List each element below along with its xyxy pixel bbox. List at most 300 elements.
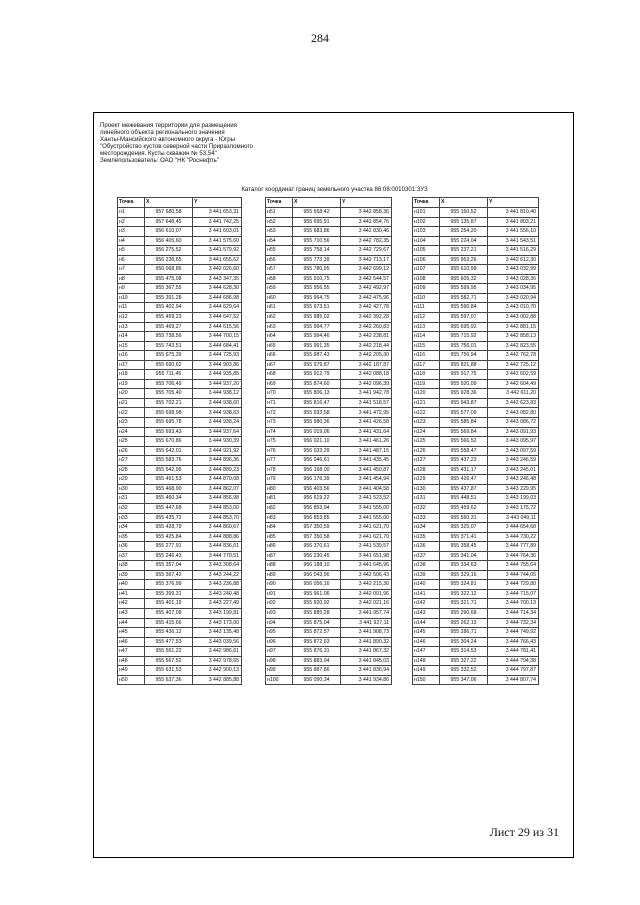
table-row <box>266 570 392 580</box>
point-cell: н120 <box>413 389 440 399</box>
y-cell: 3 441 575,60 <box>193 236 242 246</box>
point-cell: н132 <box>413 503 440 513</box>
x-cell: 955 605,32 <box>440 274 488 284</box>
point-cell: н116 <box>413 351 440 361</box>
point-cell: н87 <box>266 551 293 561</box>
point-cell: н129 <box>413 475 440 485</box>
y-cell: 3 444 615,56 <box>193 322 242 332</box>
table-row <box>413 274 539 284</box>
table-row <box>266 246 392 256</box>
x-cell: 955 367,42 <box>145 570 193 580</box>
x-cell: 955 566,52 <box>440 437 488 447</box>
point-cell: н99 <box>266 666 293 676</box>
y-cell: 3 442 729,67 <box>341 246 392 256</box>
table-row <box>413 437 539 447</box>
x-cell: 956 033,29 <box>293 446 341 456</box>
y-cell: 3 443 246,59 <box>488 456 539 466</box>
table-row <box>413 360 539 370</box>
table-row <box>266 666 392 676</box>
point-cell: н140 <box>413 580 440 590</box>
table-row <box>266 637 392 647</box>
x-cell: 955 956,55 <box>293 284 341 294</box>
y-cell: 3 443 032,99 <box>488 265 539 275</box>
point-cell: н50 <box>118 675 145 685</box>
point-cell: н130 <box>413 484 440 494</box>
point-cell: н147 <box>413 647 440 657</box>
point-cell: н90 <box>266 580 293 590</box>
header-line: Проект межевания территории для размещения <box>100 122 237 129</box>
x-cell: 955 322,12 <box>440 589 488 599</box>
point-cell: н13 <box>118 322 145 332</box>
x-cell: 955 415,66 <box>145 618 193 628</box>
table-row <box>266 255 392 265</box>
y-cell: 3 443 086,72 <box>488 418 539 428</box>
point-cell: н117 <box>413 360 440 370</box>
coordinates-table-3 <box>412 197 539 685</box>
column-header-y: Y <box>193 198 242 208</box>
x-cell: 956 043,96 <box>293 570 341 580</box>
y-cell: 3 444 744,05 <box>488 570 539 580</box>
y-cell: 3 441 655,62 <box>193 255 242 265</box>
table-row <box>266 341 392 351</box>
y-cell: 3 444 853,00 <box>193 503 242 513</box>
x-cell: 955 391,28 <box>145 293 193 303</box>
x-cell: 955 683,86 <box>293 227 341 237</box>
y-cell: 3 444 755,64 <box>488 561 539 571</box>
point-cell: н31 <box>118 494 145 504</box>
x-cell: 957 350,59 <box>293 523 341 533</box>
table-row <box>413 561 539 571</box>
column-header-y: Y <box>488 198 539 208</box>
y-cell: 3 443 227,49 <box>193 599 242 609</box>
y-cell: 3 444 903,86 <box>193 360 242 370</box>
point-cell: н121 <box>413 398 440 408</box>
table-row <box>118 513 242 523</box>
table-row <box>118 446 242 456</box>
point-cell: н60 <box>266 293 293 303</box>
y-cell: 3 444 794,38 <box>488 656 539 666</box>
point-cell: н15 <box>118 341 145 351</box>
y-cell: 3 441 472,95 <box>341 408 392 418</box>
table-row <box>266 293 392 303</box>
y-cell: 3 444 938,60 <box>193 398 242 408</box>
x-cell: 955 695,91 <box>293 217 341 227</box>
x-cell: 955 224,04 <box>440 236 488 246</box>
table-row <box>266 351 392 361</box>
table-row <box>118 389 242 399</box>
table-row <box>118 532 242 542</box>
x-cell: 955 401,19 <box>145 599 193 609</box>
y-cell: 3 443 229,95 <box>488 484 539 494</box>
y-cell: 3 442 699,12 <box>341 265 392 275</box>
table-row <box>413 418 539 428</box>
table-row <box>118 675 242 685</box>
point-cell: н88 <box>266 561 293 571</box>
point-cell: н107 <box>413 265 440 275</box>
y-cell: 3 444 853,70 <box>193 513 242 523</box>
y-cell: 3 441 461,26 <box>341 437 392 447</box>
y-cell: 3 442 830,46 <box>341 227 392 237</box>
point-cell: н27 <box>118 456 145 466</box>
y-cell: 3 443 020,94 <box>488 293 539 303</box>
point-cell: н149 <box>413 666 440 676</box>
table-row <box>413 513 539 523</box>
x-cell: 956 021,10 <box>293 437 341 447</box>
y-cell: 3 444 938,12 <box>193 389 242 399</box>
table-row <box>118 208 242 218</box>
y-cell: 3 442 492,97 <box>341 284 392 294</box>
y-cell: 3 442 088,18 <box>341 370 392 380</box>
table-row <box>266 303 392 313</box>
x-cell: 955 254,20 <box>440 227 488 237</box>
point-cell: н80 <box>266 484 293 494</box>
x-cell: 955 597,07 <box>440 313 488 323</box>
table-row <box>266 494 392 504</box>
point-cell: н93 <box>266 608 293 618</box>
table-row <box>118 637 242 647</box>
table-row <box>266 284 392 294</box>
point-cell: н104 <box>413 236 440 246</box>
y-cell: 3 442 823,55 <box>488 341 539 351</box>
point-cell: н134 <box>413 523 440 533</box>
table-row <box>266 475 392 485</box>
x-cell: 955 637,36 <box>145 675 193 685</box>
y-cell: 3 442 544,57 <box>341 274 392 284</box>
x-cell: 955 920,09 <box>440 379 488 389</box>
point-cell: н118 <box>413 370 440 380</box>
table-row <box>118 484 242 494</box>
header-line: линейного объекта регионального значения <box>100 129 225 137</box>
y-cell: 3 444 797,87 <box>488 666 539 676</box>
point-cell: н82 <box>266 503 293 513</box>
y-cell: 3 443 175,72 <box>488 503 539 513</box>
x-cell: 955 304,24 <box>440 637 488 647</box>
y-cell: 3 444 684,41 <box>193 341 242 351</box>
x-cell: 955 428,79 <box>145 523 193 533</box>
table-row <box>266 675 392 685</box>
y-cell: 3 442 854,76 <box>341 217 392 227</box>
table-row <box>413 656 539 666</box>
x-cell: 955 435,72 <box>145 513 193 523</box>
y-cell: 3 442 858,13 <box>488 332 539 342</box>
point-cell: н8 <box>118 274 145 284</box>
catalog-title: Каталог координат границ земельного участка 86:08:0010301:3УЗ <box>241 186 428 193</box>
y-cell: 3 441 908,73 <box>341 628 392 638</box>
y-cell: 3 443 347,35 <box>193 274 242 284</box>
y-cell: 3 441 435,45 <box>341 456 392 466</box>
point-cell: н106 <box>413 255 440 265</box>
x-cell: 955 469,27 <box>145 322 193 332</box>
point-cell: н2 <box>118 217 145 227</box>
table-row <box>118 580 242 590</box>
table-row <box>413 666 539 676</box>
y-cell: 3 441 579,92 <box>193 246 242 256</box>
point-cell: н102 <box>413 217 440 227</box>
column-header-point: Точка <box>118 198 145 208</box>
table-row <box>118 293 242 303</box>
y-cell: 3 442 238,81 <box>341 332 392 342</box>
point-cell: н56 <box>266 255 293 265</box>
coordinates-table-2 <box>265 197 392 685</box>
y-cell: 3 443 199,03 <box>488 494 539 504</box>
y-cell: 3 444 781,41 <box>488 647 539 657</box>
x-cell: 956 068,86 <box>145 265 193 275</box>
x-cell: 955 994,46 <box>293 332 341 342</box>
y-cell: 3 444 725,93 <box>193 351 242 361</box>
x-cell: 956 090,34 <box>293 675 341 685</box>
x-cell: 955 262,13 <box>440 618 488 628</box>
table-row <box>118 255 242 265</box>
x-cell: 955 425,84 <box>145 532 193 542</box>
x-cell: 955 135,87 <box>440 217 488 227</box>
x-cell: 955 341,04 <box>440 551 488 561</box>
x-cell: 955 277,91 <box>145 542 193 552</box>
y-cell: 3 441 543,51 <box>488 236 539 246</box>
table-row <box>266 513 392 523</box>
x-cell: 955 756,01 <box>440 341 488 351</box>
table-row <box>118 628 242 638</box>
x-cell: 955 407,08 <box>145 608 193 618</box>
x-cell: 955 738,56 <box>145 332 193 342</box>
header-line: месторождения. Кусты скважин № 53,54" <box>100 150 217 158</box>
point-cell: н11 <box>118 303 145 313</box>
y-cell: 3 443 095,97 <box>488 437 539 447</box>
table-row <box>118 465 242 475</box>
point-cell: н123 <box>413 418 440 428</box>
x-cell: 955 885,28 <box>293 608 341 618</box>
point-cell: н57 <box>266 265 293 275</box>
table-row <box>266 618 392 628</box>
table-row <box>118 274 242 284</box>
point-cell: н105 <box>413 246 440 256</box>
point-cell: н64 <box>266 332 293 342</box>
point-cell: н44 <box>118 618 145 628</box>
table-row <box>266 446 392 456</box>
point-cell: н108 <box>413 274 440 284</box>
column-header-x: X <box>293 198 341 208</box>
x-cell: 955 985,02 <box>293 313 341 323</box>
y-cell: 3 444 770,51 <box>193 551 242 561</box>
point-cell: н22 <box>118 408 145 418</box>
x-cell: 955 758,14 <box>293 246 341 256</box>
point-cell: н91 <box>266 589 293 599</box>
y-cell: 3 443 091,93 <box>488 427 539 437</box>
x-cell: 955 329,16 <box>440 570 488 580</box>
x-cell: 955 460,34 <box>145 494 193 504</box>
column-header-y: Y <box>341 198 392 208</box>
y-cell: 3 442 858,36 <box>341 208 392 218</box>
table-row <box>413 208 539 218</box>
point-cell: н110 <box>413 293 440 303</box>
table-row <box>413 313 539 323</box>
table-header-row <box>118 198 242 208</box>
x-cell: 955 695,78 <box>145 418 193 428</box>
x-cell: 955 706,49 <box>145 379 193 389</box>
y-cell: 3 442 392,28 <box>341 313 392 323</box>
table-row <box>413 628 539 638</box>
point-cell: н119 <box>413 379 440 389</box>
y-cell: 3 444 937,64 <box>193 427 242 437</box>
table-row <box>118 303 242 313</box>
x-cell: 955 567,52 <box>145 656 193 666</box>
table-row <box>266 398 392 408</box>
point-cell: н112 <box>413 313 440 323</box>
x-cell: 955 994,77 <box>293 322 341 332</box>
x-cell: 956 046,61 <box>293 456 341 466</box>
table-row <box>413 475 539 485</box>
x-cell: 955 876,31 <box>293 647 341 657</box>
x-cell: 955 670,86 <box>145 437 193 447</box>
point-cell: н18 <box>118 370 145 380</box>
point-cell: н148 <box>413 656 440 666</box>
table-row <box>118 542 242 552</box>
table-row <box>118 475 242 485</box>
y-cell: 3 441 645,96 <box>341 561 392 571</box>
x-cell: 955 773,39 <box>293 255 341 265</box>
table-row <box>118 265 242 275</box>
x-cell: 956 403,56 <box>293 484 341 494</box>
x-cell: 955 437,23 <box>440 456 488 466</box>
x-cell: 955 806,13 <box>293 389 341 399</box>
table-row <box>118 351 242 361</box>
table-row <box>118 551 242 561</box>
point-cell: н138 <box>413 561 440 571</box>
table-row <box>413 427 539 437</box>
y-cell: 3 444 686,98 <box>193 293 242 303</box>
x-cell: 955 332,52 <box>440 666 488 676</box>
y-cell: 3 443 246,48 <box>488 475 539 485</box>
y-cell: 3 444 647,52 <box>193 313 242 323</box>
x-cell: 955 585,84 <box>440 418 488 428</box>
table-row <box>118 284 242 294</box>
x-cell: 955 459,62 <box>440 503 488 513</box>
x-cell: 955 246,43 <box>145 551 193 561</box>
y-cell: 3 441 927,11 <box>341 618 392 628</box>
point-cell: н49 <box>118 666 145 676</box>
table-row <box>413 599 539 609</box>
point-cell: н77 <box>266 456 293 466</box>
table-row <box>413 465 539 475</box>
x-cell: 955 347,06 <box>440 675 488 685</box>
table-row <box>266 503 392 513</box>
point-cell: н127 <box>413 456 440 466</box>
point-cell: н89 <box>266 570 293 580</box>
table-row <box>118 217 242 227</box>
y-cell: 3 441 803,21 <box>488 217 539 227</box>
header-line: Землепользователь: ОАО "НК "Роснефть" <box>100 157 219 165</box>
y-cell: 3 442 885,88 <box>193 675 242 685</box>
x-cell: 955 961,06 <box>293 589 341 599</box>
y-cell: 3 444 889,23 <box>193 465 242 475</box>
table-row <box>118 437 242 447</box>
x-cell: 955 577,09 <box>440 408 488 418</box>
y-cell: 3 444 888,86 <box>193 532 242 542</box>
table-row <box>266 208 392 218</box>
point-cell: н84 <box>266 523 293 533</box>
table-row <box>413 456 539 466</box>
table-row <box>413 303 539 313</box>
point-cell: н70 <box>266 389 293 399</box>
table-row <box>118 561 242 571</box>
point-cell: н58 <box>266 274 293 284</box>
y-cell: 3 442 026,60 <box>193 265 242 275</box>
x-cell: 955 325,07 <box>440 523 488 533</box>
x-cell: 955 979,87 <box>293 360 341 370</box>
point-cell: н41 <box>118 589 145 599</box>
point-cell: н74 <box>266 427 293 437</box>
x-cell: 955 334,63 <box>440 561 488 571</box>
point-cell: н69 <box>266 379 293 389</box>
table-row <box>413 322 539 332</box>
y-cell: 3 444 700,15 <box>193 332 242 342</box>
x-cell: 955 590,84 <box>440 303 488 313</box>
y-cell: 3 441 957,74 <box>341 608 392 618</box>
x-cell: 955 542,95 <box>145 465 193 475</box>
x-cell: 955 705,40 <box>145 389 193 399</box>
x-cell: 955 558,47 <box>440 446 488 456</box>
table-row <box>118 408 242 418</box>
point-cell: н39 <box>118 570 145 580</box>
table-row <box>266 437 392 447</box>
y-cell: 3 443 173,00 <box>193 618 242 628</box>
y-cell: 3 441 555,00 <box>341 513 392 523</box>
table-header-row <box>266 198 392 208</box>
y-cell: 3 442 881,15 <box>488 322 539 332</box>
table-row <box>413 608 539 618</box>
table-row <box>413 675 539 685</box>
point-cell: н63 <box>266 322 293 332</box>
point-cell: н45 <box>118 628 145 638</box>
x-cell: 955 367,55 <box>145 284 193 294</box>
x-cell: 955 582,71 <box>440 293 488 303</box>
point-cell: н47 <box>118 647 145 657</box>
point-cell: н122 <box>413 408 440 418</box>
table-row <box>413 551 539 561</box>
point-cell: н67 <box>266 360 293 370</box>
point-cell: н131 <box>413 494 440 504</box>
x-cell: 956 275,52 <box>145 246 193 256</box>
table-header-row <box>413 198 539 208</box>
table-row <box>118 246 242 256</box>
y-cell: 3 444 862,07 <box>193 484 242 494</box>
point-cell: н10 <box>118 293 145 303</box>
y-cell: 3 444 896,36 <box>193 456 242 466</box>
column-header-x: X <box>145 198 193 208</box>
point-cell: н115 <box>413 341 440 351</box>
y-cell: 3 441 487,15 <box>341 446 392 456</box>
point-cell: н146 <box>413 637 440 647</box>
x-cell: 955 491,53 <box>145 475 193 485</box>
x-cell: 955 702,21 <box>145 398 193 408</box>
table-row <box>266 332 392 342</box>
point-cell: н124 <box>413 427 440 437</box>
y-cell: 3 442 475,96 <box>341 293 392 303</box>
y-cell: 3 444 777,89 <box>488 542 539 552</box>
y-cell: 3 441 653,31 <box>193 208 242 218</box>
point-cell: н42 <box>118 599 145 609</box>
point-cell: н144 <box>413 618 440 628</box>
y-cell: 3 443 135,48 <box>193 628 242 638</box>
table-row <box>118 313 242 323</box>
point-cell: н20 <box>118 389 145 399</box>
y-cell: 3 444 654,68 <box>488 523 539 533</box>
point-cell: н59 <box>266 284 293 294</box>
y-cell: 3 441 651,98 <box>341 551 392 561</box>
point-cell: н128 <box>413 465 440 475</box>
table-row <box>118 227 242 237</box>
point-cell: н35 <box>118 532 145 542</box>
point-cell: н78 <box>266 465 293 475</box>
